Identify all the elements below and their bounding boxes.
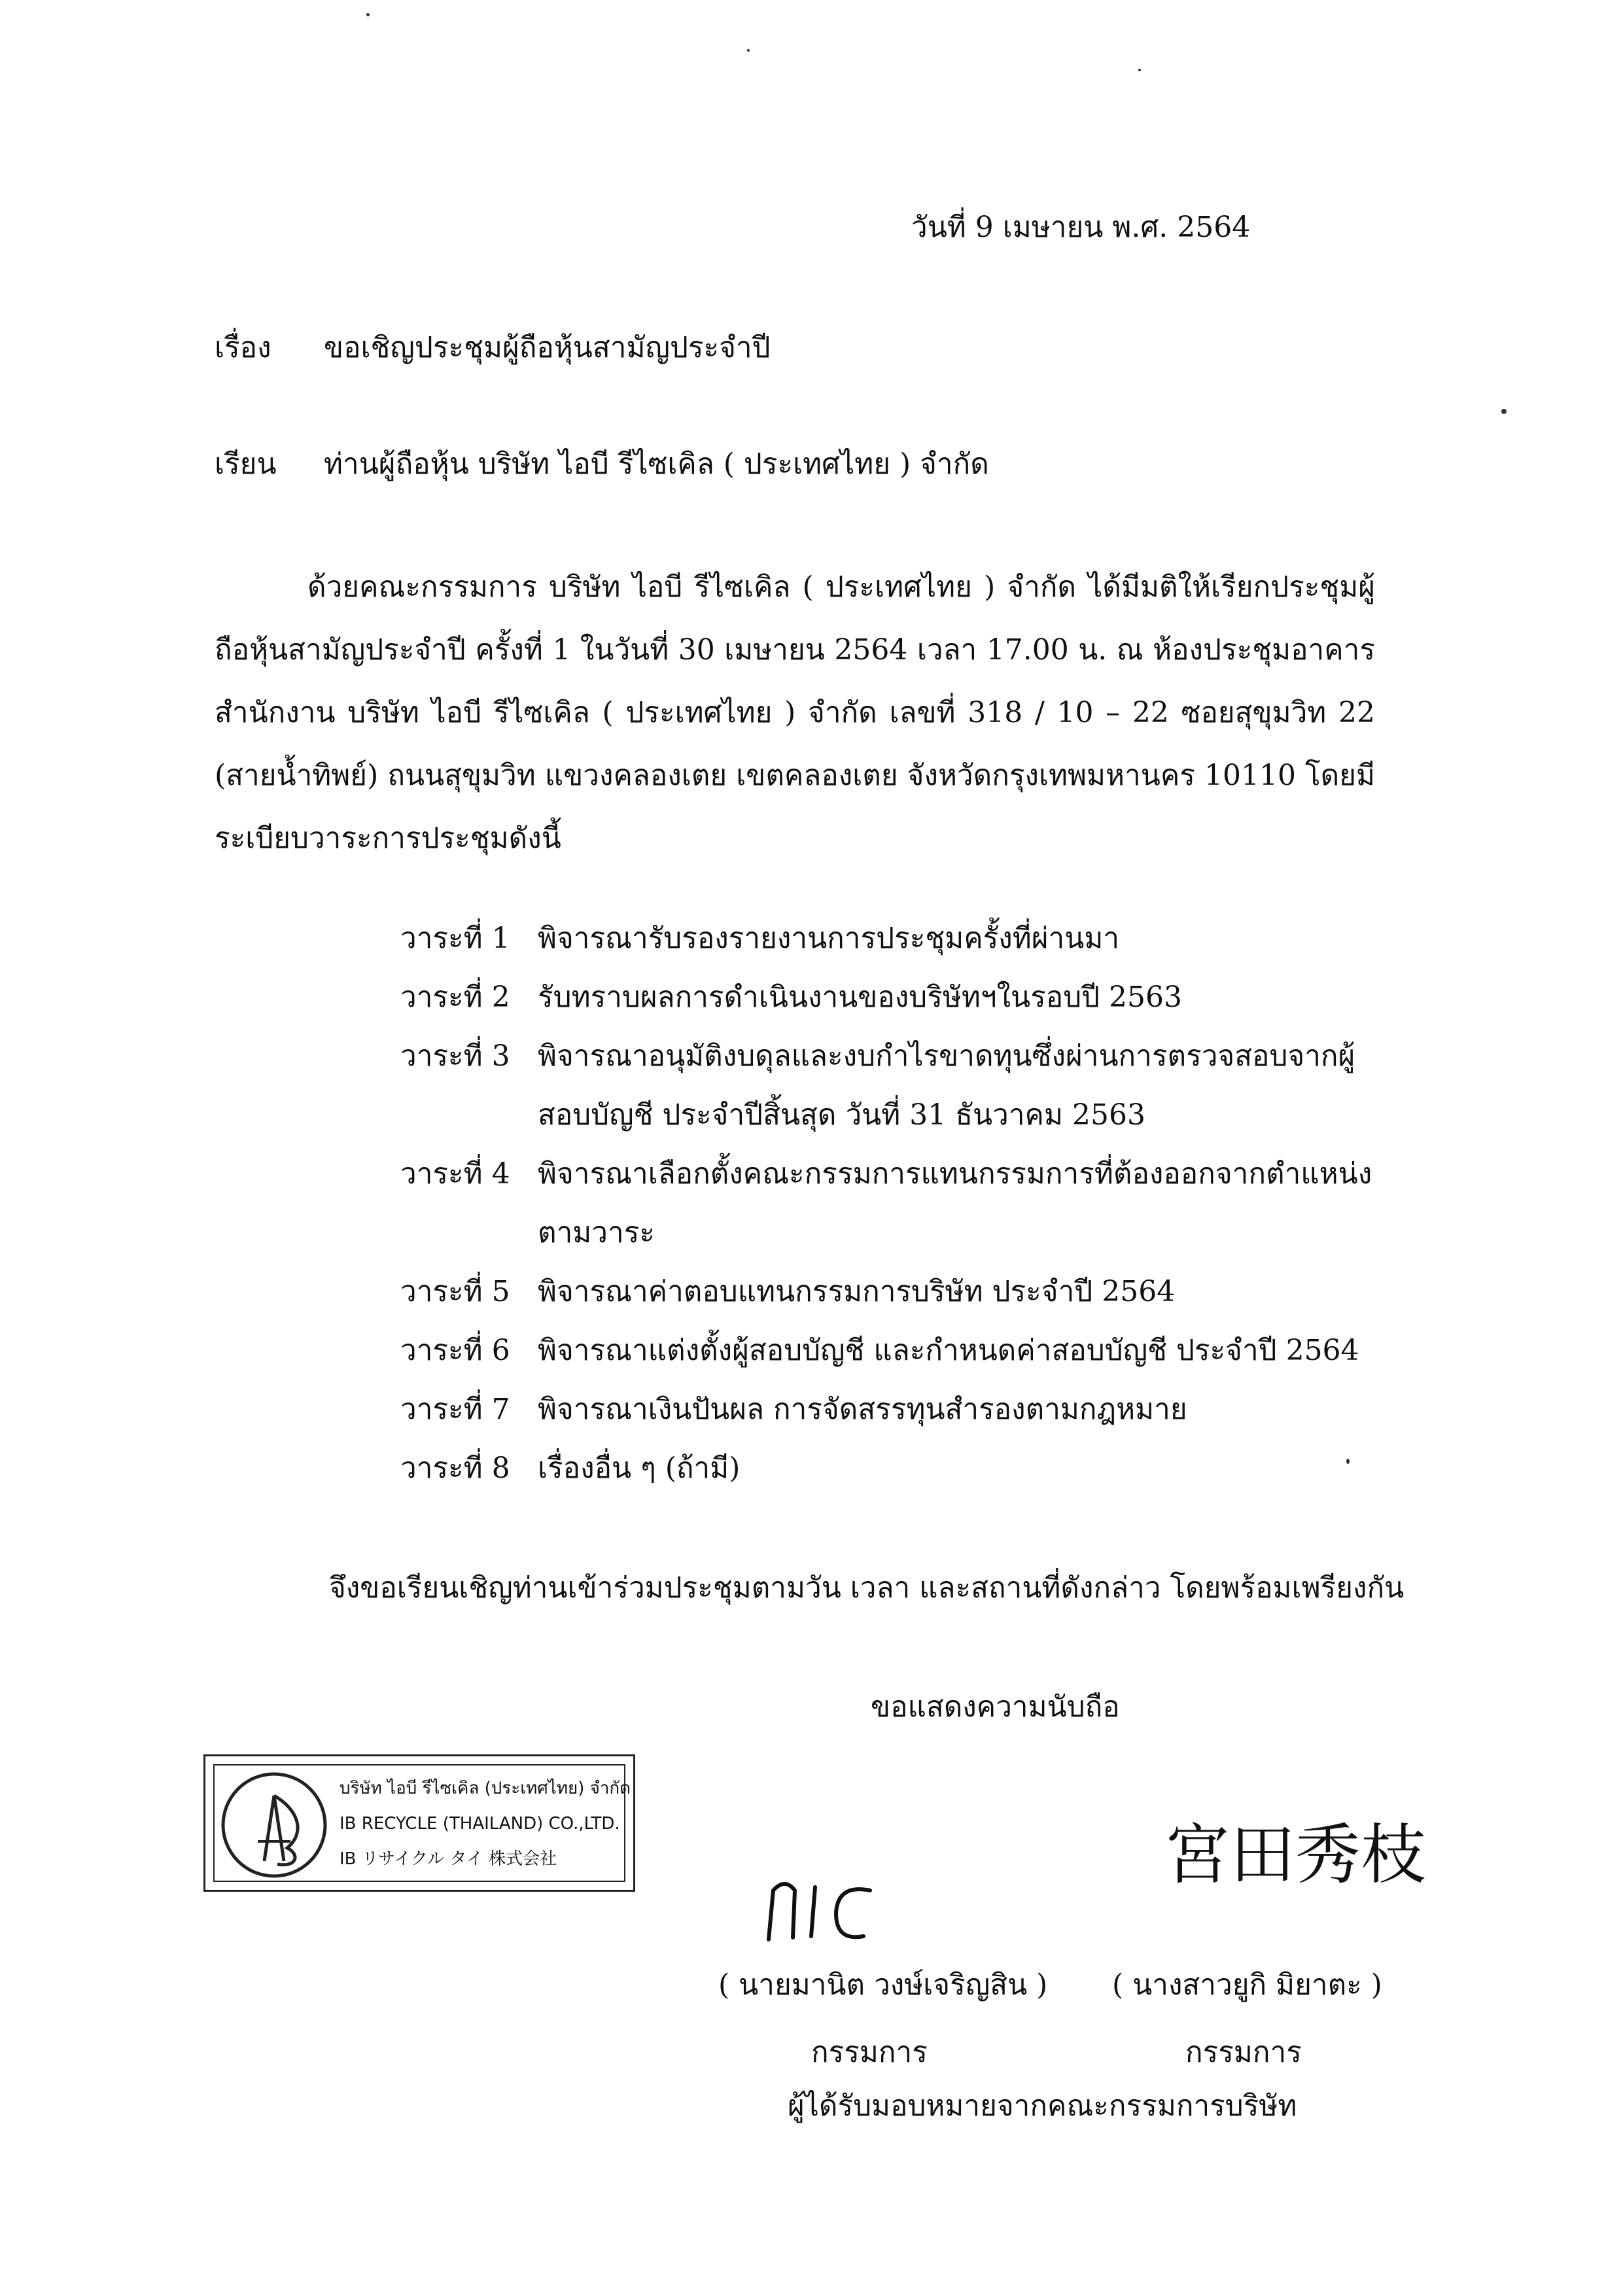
agenda-text: พิจารณาเงินปันผล การจัดสรรทุนสำรองตามกฎหมาย — [538, 1393, 1187, 1426]
stamp-thai-name: บริษัท ไอบี รีไซเคิล (ประเทศไทย) จำกัด — [340, 1779, 631, 1798]
agenda-item — [400, 909, 1382, 968]
agenda-text: รับทราบผลการดำเนินงานของบริษัทฯในรอบปี 2563 — [538, 981, 1183, 1014]
agenda-item — [400, 968, 1382, 1027]
agenda-number: วาระที่ 6 — [400, 1334, 510, 1367]
agenda-item — [400, 1027, 1382, 1145]
stamp-japanese-name: IB リサイクル タイ 株式会社 — [340, 1849, 557, 1869]
agenda-item — [400, 1145, 1382, 1262]
agenda-number: วาระที่ 1 — [400, 922, 510, 955]
scan-speck — [1501, 409, 1507, 414]
authority-line: ผู้ได้รับมอบหมายจากคณะกรรมการบริษัท — [788, 2089, 1297, 2123]
body-paragraph: ด้วยคณะกรรมการ บริษัท ไอบี รีไซเคิล ( ประเทศไทย ) จำกัด ได้มีมติให้เรียกประชุมผู้ถือหุ้นสามัญประจำปี ครั้งที่ 1 ในวันที่ 30 เมษายน 2564 เวลา 17.00 น. ณ ห้องประชุมอาคารสำนักงาน บริษัท ไอบี รีไซเคิล ( ประเทศไทย ) จำกัด เลขที่ 318 / 10 – 22 ซอยสุขุมวิท 22 (สายน้ำทิพย์) ถนนสุขุมวิท แขวงคลองเตย เขตคลองเตย จังหวัดกรุงเทพมหานคร 10110 โดยมีระเบียบวาระการประชุมดังนี้ — [215, 570, 1375, 855]
agenda-list — [400, 909, 1382, 1498]
subject-label: เรื่อง — [215, 331, 271, 364]
agenda-text: พิจารณาอนุมัติงบดุลและงบกำไรขาดทุนซึ่งผ่านการตรวจสอบจากผู้สอบบัญชี ประจำปีสิ้นสุด วันที่ 31 ธันวาคม 2563 — [538, 1039, 1355, 1132]
signature-1 — [759, 1864, 890, 1949]
signatory-1-role: กรรมการ — [811, 2036, 928, 2069]
agenda-number: วาระที่ 4 — [400, 1157, 510, 1191]
agenda-number: วาระที่ 2 — [400, 981, 510, 1014]
agenda-text: พิจารณารับรองรายงานการประชุมครั้งที่ผ่านมา — [538, 922, 1120, 955]
agenda-item — [400, 1439, 1382, 1498]
company-logo-icon — [218, 1769, 330, 1881]
scan-speck — [1138, 69, 1141, 71]
agenda-number: วาระที่ 5 — [400, 1275, 510, 1308]
agenda-number: วาระที่ 3 — [400, 1039, 510, 1073]
stamp-english-name: IB RECYCLE (THAILAND) CO.,LTD. — [340, 1814, 620, 1834]
subject-text: ขอเชิญประชุมผู้ถือหุ้นสามัญประจำปี — [324, 331, 771, 364]
signature-2 — [1158, 1805, 1446, 1897]
agenda-item — [400, 1262, 1382, 1321]
signatory-1-name: ( นายมานิต วงษ์เจริญสิน ) — [718, 1968, 1048, 2002]
scan-speck — [747, 49, 750, 52]
agenda-text: พิจารณาแต่งตั้งผู้สอบบัญชี และกำหนดค่าสอบบัญชี ประจำปี 2564 — [538, 1334, 1359, 1367]
agenda-item — [400, 1321, 1382, 1380]
agenda-text: เรื่องอื่น ๆ (ถ้ามี) — [538, 1452, 741, 1485]
agenda-number: วาระที่ 8 — [400, 1452, 510, 1485]
signatory-2-role: กรรมการ — [1185, 2036, 1302, 2069]
letter-date: วันที่ 9 เมษายน พ.ศ. 2564 — [911, 211, 1251, 244]
signatory-2-name: ( นางสาวยูกิ มิยาตะ ) — [1112, 1968, 1382, 2002]
scan-speck — [366, 13, 370, 16]
signature-2-text: 宮田秀枝 — [1164, 1817, 1426, 1893]
respect-closing: ขอแสดงความนับถือ — [871, 1690, 1120, 1724]
agenda-text: พิจารณาค่าตอบแทนกรรมการบริษัท ประจำปี 2564 — [538, 1275, 1176, 1308]
agenda-number: วาระที่ 7 — [400, 1393, 510, 1426]
agenda-item — [400, 1380, 1382, 1439]
closing-sentence: จึงขอเรียนเชิญท่านเข้าร่วมประชุมตามวัน เวลา และสถานที่ดังกล่าว โดยพร้อมเพรียงกัน — [329, 1571, 1405, 1605]
recipient-text: ท่านผู้ถือหุ้น บริษัท ไอบี รีไซเคิล ( ประเทศไทย ) จำกัด — [324, 447, 989, 481]
company-stamp — [203, 1754, 635, 1892]
recipient-label: เรียน — [215, 447, 277, 481]
agenda-text: พิจารณาเลือกตั้งคณะกรรมการแทนกรรมการที่ต้องออกจากตำแหน่งตามวาระ — [538, 1157, 1372, 1249]
